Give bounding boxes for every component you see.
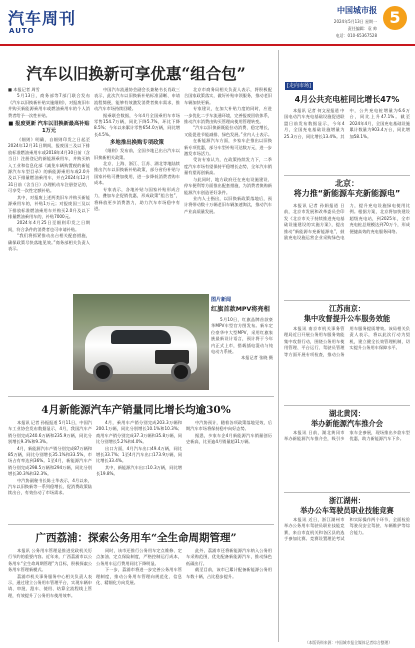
paragraph: 中汽协副秘书长陈士华表示，4月以来，汽车以旧换新等一系列稳增长、促消费政策陆续出台，有效拉动了市场需求。 — [8, 477, 92, 496]
paragraph: 本报讯 公务用车管理是推进党政机关厉行节约的重要内容。近年来，广西荔浦市以公务用车“全生命周期管理”为目标，积极探索公务用车管理新模式。 — [8, 548, 92, 573]
paragraph: 荔浦市机关事务服务中心相关负责人表示，通过建立公务用车管理平台，实现车辆申请、审批、派车、使用、结算全流程线上管理，有效提升了公务用车使用效率。 — [8, 573, 92, 598]
date-line: 2024年5月13日 星期一 — [333, 19, 377, 24]
divider — [284, 492, 410, 493]
divider — [284, 300, 410, 301]
bottom-headline: 广西荔浦：探索公务用车“全生命周期管理” — [35, 532, 237, 544]
paragraph: 北京市商务局相关负责人表示，将积极配合国家政策落实，做好补贴申领服务，推动老旧车辆加快更新。 — [184, 87, 272, 105]
paragraph: 中国汽车流通协会副会长兼秘书长肖政三表示，此次汽车以旧换新补贴标准清晰、申请流程简便，能够有效激发消费者换车需求，推动汽车市场持续回暖。 — [94, 87, 180, 112]
paragraph: 其中，新能源汽车出口10.3万辆，同比增长19.8%。 — [96, 464, 182, 477]
photo-credit: 本报记者 张晓 摄 — [241, 355, 273, 361]
paragraph: “汽车以旧换新既能拉动消费、稳定增长，又能促进节能减排、绿色发展。”业内人士表示。 — [184, 125, 272, 137]
car-photo — [73, 294, 209, 390]
news-body — [284, 326, 410, 402]
photo-caption: 5月10日，红旗品牌首款豪华MPV车型官方图发布。新车定位豪华中大型MPV，采用红旗家族最新设计语言，预计将于今年内正式上市，搭载插电混动与纯电动力系统。 — [211, 317, 273, 355]
article-mid-left — [8, 420, 92, 520]
divider — [8, 396, 274, 397]
article-top-right — [184, 87, 272, 290]
paragraph: 出口方面，4月汽车出口49.4万辆，同比增长33.7%；1至4月汽车出口173.9万辆，同比增长33.4%。 — [96, 445, 182, 464]
paragraph: 同时，该市还推行公务用车定点维修、定点加油、定点保险制度，严格控制运行成本，公务用车运行费用同比下降明显。 — [96, 548, 182, 566]
photo-title: 红旗首款MPV将亮相 — [211, 306, 270, 313]
news-body — [284, 517, 410, 635]
divider — [8, 524, 274, 525]
news-headline: 浙江湖州： 举办公车驾驶员职业技能竞赛 — [300, 496, 394, 515]
paragraph: 其中，对报废上述两类旧车并购买新能源乘用车的，补贴1万元；对报废国三及以下排放标准燃油乘用车并购买2.0升及以下排量燃油乘用车的，补贴7000元。 — [8, 194, 90, 219]
article-mid-center — [96, 420, 182, 520]
article-top-left — [8, 87, 90, 290]
paragraph: 与此同时，地方政府还在充电设施建设、停车便利等方面推出配套措施，为消费者换购新能源汽车创造更好条件。 — [184, 176, 272, 195]
news-body — [284, 203, 410, 297]
article-mid-right — [186, 420, 272, 520]
car-wheel-shape — [171, 362, 191, 382]
paragraph: 本报讯 记者 孙娟报道 日前，北京市发展和改革委员会印发《北京市关于持续推进充电基础设施建设的实施方案》，提出推动“新能源车充新能源电”，鼓励充电设施运营企业采购绿色电力，提升充电设施绿电使用比例。根据方案，北京将加快建设超级充电站，到2025年，全市充电桩总规模达到70万个，形成便捷高效的充电服务网络。 — [284, 203, 410, 241]
news-headline: 湖北黄冈： 举办新能源汽车推介会 — [311, 409, 383, 428]
news-body — [284, 430, 410, 488]
article-bottom-left — [8, 548, 92, 644]
article-subhead: ■ 报废更新 汽车以旧换新最高补贴1万元 — [8, 121, 90, 135]
paragraph: 此外，荔浦市还将新能源汽车纳入公务用车采购范围，优先配备新能源汽车，推动绿色低碳出行。 — [186, 548, 272, 566]
paragraph: 《细则》明确，自细则印发之日起至2024年12月31日期间，报废国三及以下排放标准燃油乘用车或2018年4月30日前（含当日）注册登记的新能源乘用车，并购买纳入工业和信息化部《减免车辆购置税的新能源汽车车型目录》的新能源乘用车或2.0升及以下排量燃油乘用车，并在2024年12月31日前（含当日）办理机动车注册登记的，可享受一次性定额补贴。 — [8, 137, 90, 194]
divider — [284, 175, 410, 176]
paragraph: 5月13日，商务部等7部门联合发布《汽车以旧换新补贴实施细则》，对报废旧车并购买新能源乘用车或燃油乘用车的个人消费者给予一次性补贴。 — [8, 93, 90, 118]
mid-headline: 4月新能源汽车产销量同比增长均逾30% — [41, 404, 231, 416]
news-headline: 4月公共充电桩同比增长47% — [294, 95, 400, 104]
paragraph: 据乘联会数据，今年4月全国乘用车市场零售154.7万辆，同比下降5.7%，环比下降8.5%；今年以来累计零售654.0万辆，同比增长4.5%。 — [94, 112, 180, 137]
paragraph: 4月，乘用车产销分别完成203.3万辆和200.1万辆，同比分别增长10.1%和10.3%；商用车产销分别完成37.3万辆和35.8万辆，同比分别增长5.2%和4.0%。 — [96, 420, 182, 445]
paragraph: 业内人士指出，以旧换新政策落地后，预计将带动数十万辆老旧车辆加速淘汰，推动汽车产业高质量发展。 — [184, 195, 272, 214]
paragraph: 据悉，多家车企4月新能源汽车销量创历史新高，比亚迪4月销量超31万辆。 — [186, 432, 272, 445]
photo-label: 图片新闻 — [211, 297, 232, 303]
news-headline: 江苏南京： 集中攻督提升公车服务效能 — [303, 304, 391, 323]
byline: ■ 本报记者 周雪 — [8, 87, 40, 92]
page-number-badge: 5 — [383, 6, 407, 30]
news-body — [284, 108, 410, 172]
page-footer-note: （本版资料来源：中国城市报全媒体记者综合整理） — [304, 640, 393, 645]
paragraph: 受访专家认为，在政策持续发力下，二季度汽车市场有望保持平稳增长态势，全年汽车销量有望再创新高。 — [184, 157, 272, 176]
paragraph: 专家表示，各地补贴与国家补贴形成合力，叠加车企促销优惠，形成政策“组合包”，将释放更多消费潜力，助力汽车市场稳中有进。 — [94, 186, 180, 211]
paragraph: 本报讯 南京市机关事务管理局近日开展公务用车服务效能集中攻督行动，围绕公务用车使用管理、平台运行、驾驶员管理等方面开展专项检查，推动公务用车服务提质增效。该局相关负责人表示，将以此次行动为契机，建立健全长效管理机制，切实提升公务用车保障水平。 — [284, 326, 410, 357]
main-headline: 汽车以旧换新可享优惠“组合包” — [26, 64, 246, 83]
article-subhead: 多地推出换购专项政策 — [110, 140, 164, 147]
paragraph: “我们将抓紧推动出台相关配套措施，确保政策尽快落地见效。”商务部相关负责人表示。 — [8, 233, 90, 251]
paragraph: 4月，新能源汽车产销分别完成87万辆和85万辆，同比分别增长35.1%和33.5%，市场占有率达到36%。1至4月，新能源汽车产销分别完成298.5万辆和294万辆，同比分别增长30.3%和32.3%。 — [8, 445, 92, 477]
paper-name: 中国城市报 — [337, 5, 377, 15]
article-top-middle — [94, 87, 180, 290]
right-banner: [走向市场] — [285, 82, 313, 90]
paragraph: 2024年4月25日至细则印发之日期间，符合条件的消费者也可申请补贴。 — [8, 220, 90, 232]
article-bottom-right — [186, 548, 272, 644]
paragraph: 北京、上海、浙江、江苏、湖北等地陆续推出汽车以旧换新补贴政策，部分省份补贴与国家补贴可叠加使用，进一步降低消费者购车成本。 — [94, 161, 180, 186]
paragraph: 本报讯 近日，浙江湖州市举办公务用车驾驶员职业技能竞赛，来自市直机关和各区县的选手参加比赛。竞赛设置理论考试和实际操作两个环节，全面检验驾驶员安全驾驶、车辆维护等综合能力。 — [284, 517, 410, 542]
paragraph: 下一步，荔浦市将进一步完善公务用车管理制度，推动公务用车管理向规范化、信息化、精细化方向发展。 — [96, 567, 182, 586]
edition-line: 责任编辑：袁 帅 — [347, 26, 377, 31]
article-bottom-middle — [96, 548, 182, 644]
news-headline: 北京： 将力推“新能源车充新能源电” — [293, 179, 401, 198]
section-subtitle: AUTO — [9, 27, 35, 35]
paragraph: 截至目前，该市已累计配备新能源公务用车数十辆，占比稳步提升。 — [186, 567, 272, 579]
car-window-shape — [111, 330, 171, 344]
car-wheel-shape — [93, 362, 113, 382]
contact-line: 电话：010-65367528 — [335, 33, 377, 38]
photo-caption-box — [211, 296, 273, 390]
divider — [284, 405, 410, 406]
paragraph: 本报讯 日前，湖北黄冈市举办新能源汽车推介会，吸引多家车企参展，现场推出多款车型优惠，助力新能源汽车下乡。 — [284, 430, 410, 442]
paragraph: 《细则》发布前，全国多地已出台汽车以旧换新相关政策。 — [94, 148, 180, 160]
paragraph: 中汽协预计，随着各项政策落地见效，后期汽车市场将保持稳中向好态势。 — [186, 420, 272, 432]
paragraph: 本报讯 记者 孙振报道 5月11日，中国汽车工业协会发布数据显示，4月，我国汽车产销分别完成240.6万辆和235.9万辆，同比分别增长9.3%和9.3%。 — [8, 420, 92, 445]
section-title: 汽车周刊 — [8, 9, 77, 28]
paragraph: 本报讯 记者 何文星报道 中国电动汽车充电基础设施促进联盟日前发布数据显示，今年4月，全国充电基础设施增量为25.3万台，同比增长13.4%。其中，公共充电桩增量为6.6万台，同比上升47.1%。截至2024年4月，全国充电基础设施累计数量为903.4万台，同比增加58.1%。 — [284, 108, 410, 139]
column-divider — [278, 50, 279, 642]
paragraph: 在新能源汽车方面，多家车企推出以旧换新专项优惠，部分车型补贴可达数万元，进一步激发市场活力。 — [184, 138, 272, 157]
masthead — [0, 0, 415, 46]
paragraph: 专家建议，在加大补贴力度的同时，应进一步优化二手车流通环境，完善报废回收体系，推动汽车消费由购买管理向使用管理转变。 — [184, 106, 272, 125]
